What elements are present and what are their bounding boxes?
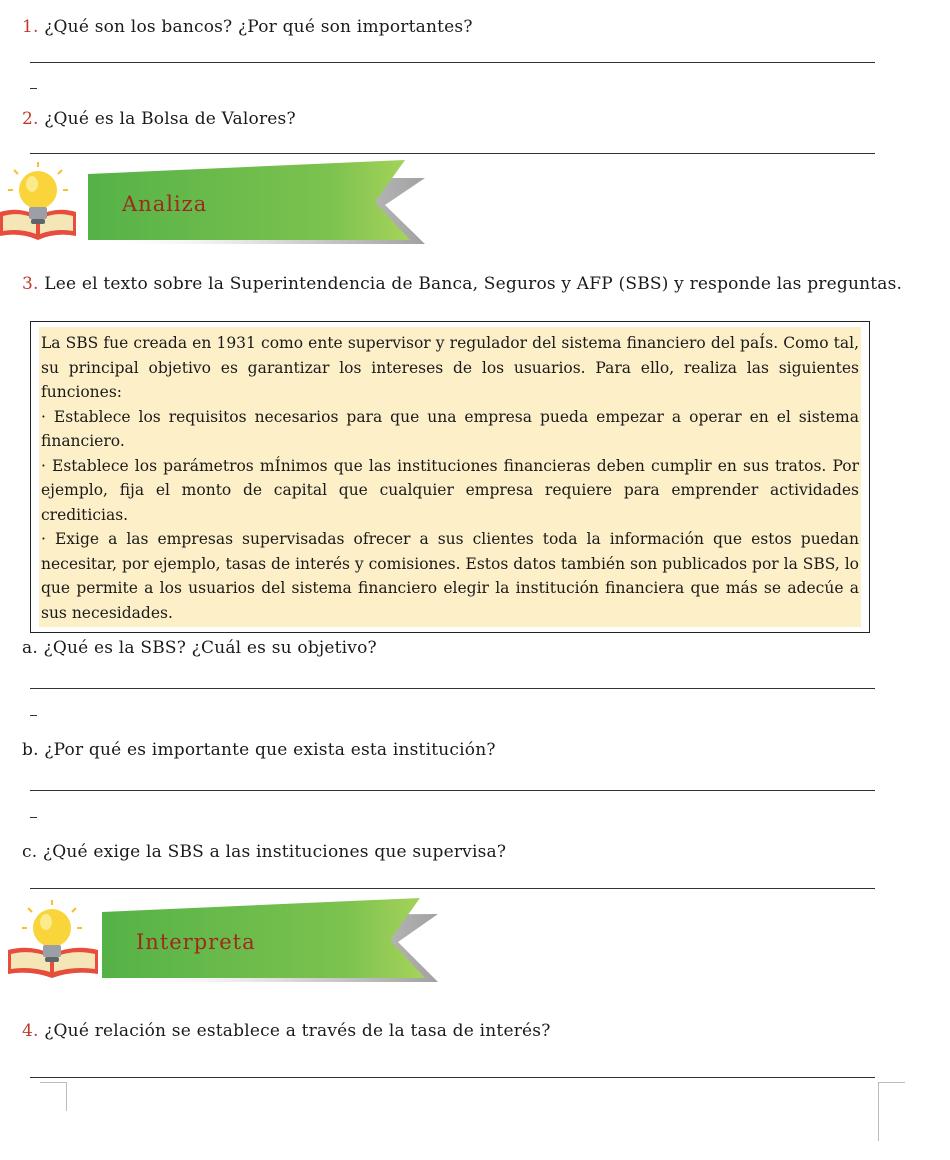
answer-line[interactable] — [30, 888, 875, 889]
banner-label: Analiza — [122, 192, 208, 216]
question-text: Lee el texto sobre la Superintendencia de Banca, Seguros y AFP (SBS) y responde las preguntas. — [44, 274, 903, 294]
sbs-reading-text — [39, 327, 861, 627]
banner-label: Interpreta — [136, 930, 256, 954]
question-text: ¿Qué son los bancos? ¿Por qué son importantes? — [44, 17, 473, 37]
question-number: 1. — [22, 17, 39, 37]
question-text: ¿Qué es la Bolsa de Valores? — [44, 109, 296, 129]
sbs-function-1: · Establece los requisitos necesarios para que una empresa pueda empezar a operar en el sistema financiero. — [41, 407, 859, 450]
analiza-banner — [0, 160, 430, 246]
page-corner-mark — [878, 1082, 905, 1141]
subquestion-a: a. ¿Qué es la SBS? ¿Cuál es su objetivo? — [22, 638, 377, 658]
lightbulb-book-icon — [0, 896, 104, 984]
answer-line[interactable] — [30, 1077, 875, 1078]
subquestion-b: b. ¿Por qué es importante que exista esta institución? — [22, 740, 496, 760]
answer-line[interactable] — [30, 62, 875, 63]
question-number: 3. — [22, 274, 39, 294]
answer-line[interactable] — [30, 688, 875, 689]
question-number: 2. — [22, 109, 39, 129]
answer-dash — [30, 817, 37, 818]
sbs-function-2: · Establece los parámetros mÍnimos que las instituciones financieras deben cumplir en sus tratos. Por ejemplo, fija el monto de capital que cualquier empresa requiere para emprender actividades crediticias. — [41, 456, 859, 524]
sbs-reading-box — [30, 321, 870, 633]
question-number: 4. — [22, 1021, 39, 1041]
page-corner-mark — [40, 1082, 67, 1111]
answer-dash — [30, 715, 37, 716]
sbs-intro: La SBS fue creada en 1931 como ente supervisor y regulador del sistema financiero del paÍs. Como tal, su principal objetivo es garantizar los intereses de los usuarios. Para ello, realiza las siguientes funciones: — [41, 334, 859, 401]
lightbulb-book-icon — [0, 160, 90, 246]
question-3 — [22, 273, 902, 295]
question-1 — [22, 16, 473, 38]
question-4 — [22, 1020, 551, 1042]
subquestion-c: c. ¿Qué exige la SBS a las instituciones que supervisa? — [22, 842, 507, 862]
answer-dash — [30, 88, 37, 89]
sbs-function-3: · Exige a las empresas supervisadas ofrecer a sus clientes toda la información que estos puedan necesitar, por ejemplo, tasas de interés y comisiones. Estos datos también son publicados por la SBS, lo que permite a los usuarios del sistema financiero elegir la institución financiera que más se adecúe a sus necesidades. — [41, 530, 859, 622]
answer-line[interactable] — [30, 153, 875, 154]
answer-line[interactable] — [30, 790, 875, 791]
question-2 — [22, 108, 296, 130]
interpreta-banner — [0, 896, 440, 984]
question-text: ¿Qué relación se establece a través de la tasa de interés? — [44, 1021, 551, 1041]
